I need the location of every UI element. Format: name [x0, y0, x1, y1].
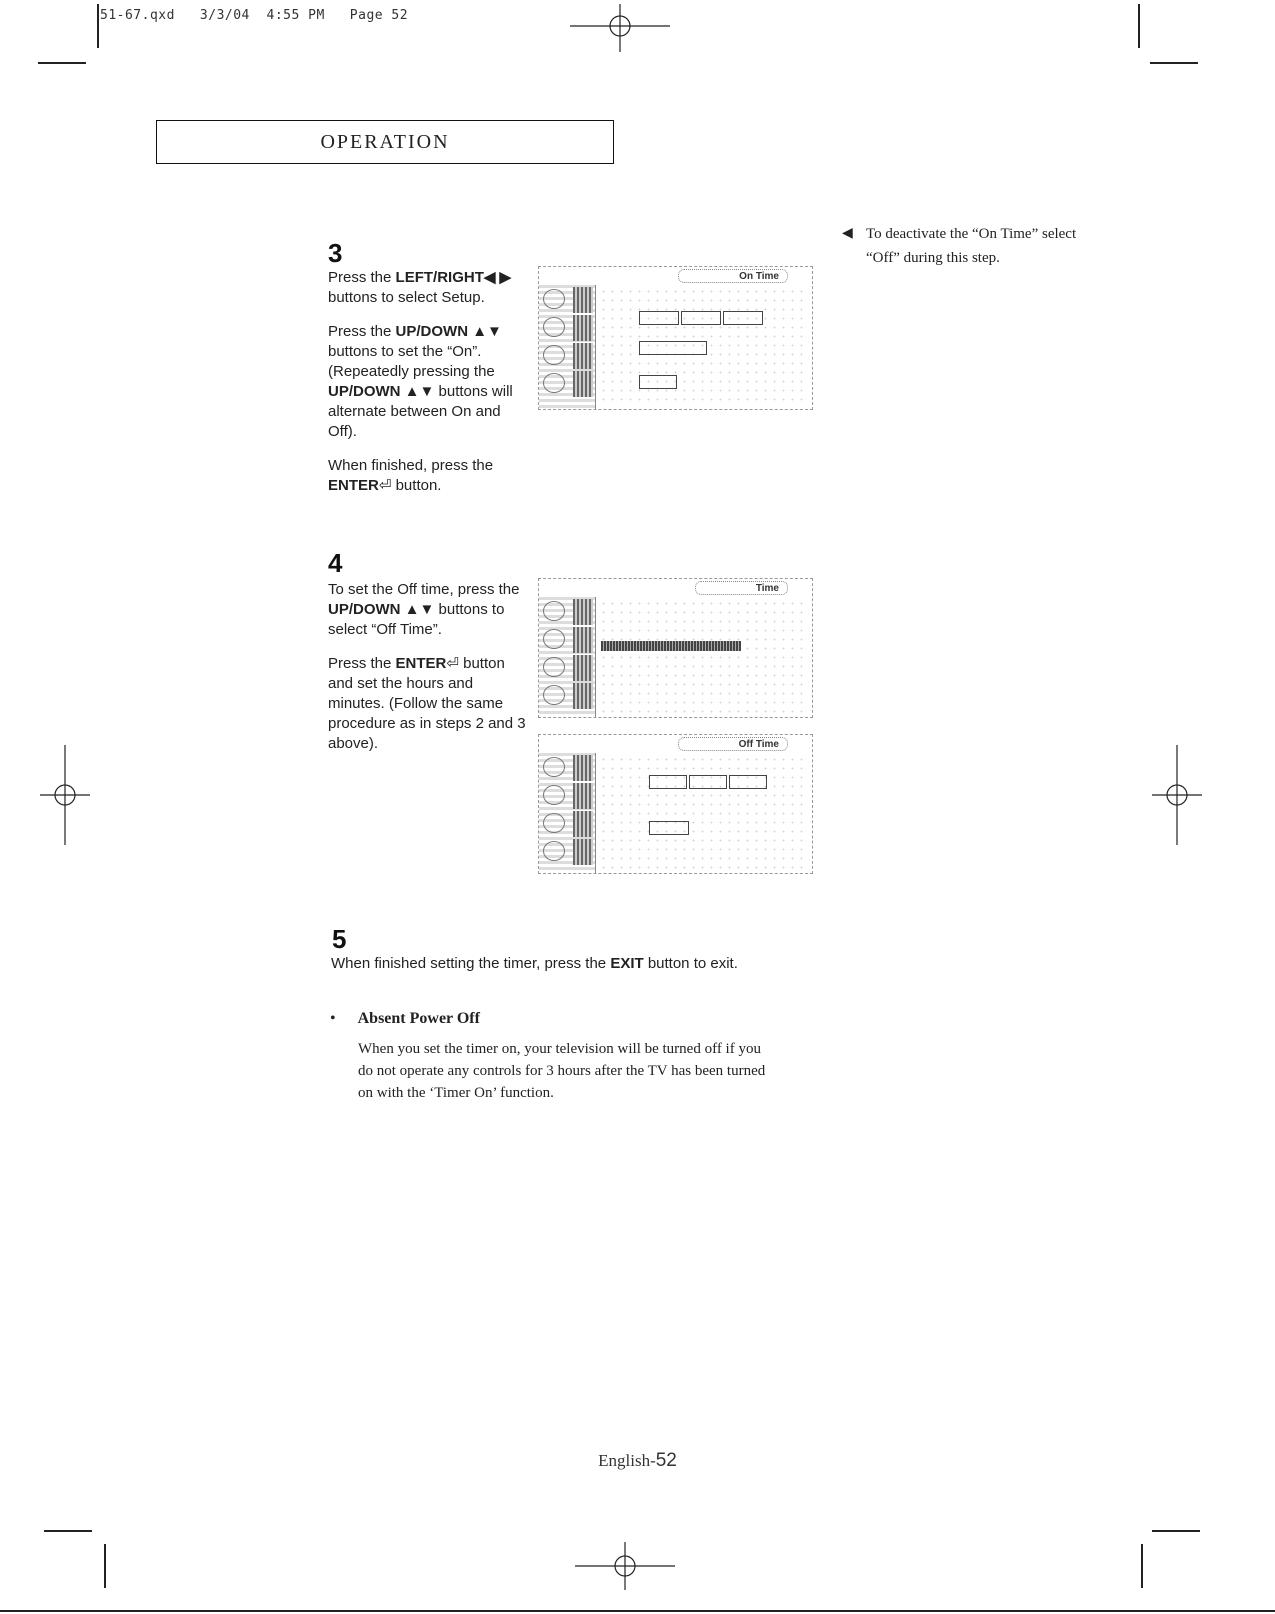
step-4-paragraph-1: To set the Off time, press the UP/DOWN ▲▼ buttons to select “Off Time”.: [328, 581, 520, 638]
absent-power-off-title: Absent Power Off: [357, 1010, 480, 1027]
registration-mark-icon: [1152, 745, 1202, 845]
osd-title: Time: [695, 581, 788, 595]
step-3-paragraph-1: Press the LEFT/RIGHT◀ ▶ buttons to select Setup.: [328, 269, 512, 306]
osd-sidebar: [539, 753, 596, 873]
side-note: [842, 222, 1096, 270]
crop-mark: [1150, 62, 1198, 64]
absent-power-off-body: When you set the timer on, your television will be turned off if you do not operate any controls for 3 hours after the TV has been turned on with the ‘Timer On’ function.: [358, 1041, 766, 1101]
osd-title: Off Time: [678, 737, 788, 751]
step-4-text: [328, 580, 533, 768]
on-time-menu-screenshot: [538, 266, 813, 410]
page-footer: [0, 1450, 1275, 1472]
enter-icon: ⏎: [378, 477, 392, 494]
print-slug: 51-67.qxd 3/3/04 4:55 PM Page 52: [100, 8, 409, 23]
section-title: OPERATION: [320, 131, 450, 153]
crop-mark: [104, 1544, 106, 1588]
step-3-text: [328, 268, 533, 510]
step-5-text: When finished setting the timer, press the EXIT button to exit.: [331, 955, 738, 972]
page-number: 52: [655, 1450, 677, 1471]
off-time-menu-screenshot: [538, 734, 813, 874]
footer-language: English-: [598, 1451, 656, 1470]
crop-mark: [1141, 1544, 1143, 1588]
step-3-paragraph-2: Press the UP/DOWN ▲▼ buttons to set the “On”. (Repeatedly pressing the UP/DOWN ▲▼ buttons will alternate between On and Off).: [328, 323, 513, 440]
osd-sidebar: [539, 285, 596, 409]
step-3-paragraph-3: When finished, press the ENTER⏎ button.: [328, 457, 494, 494]
crop-mark: [38, 62, 86, 64]
bottom-rule: [0, 1610, 1275, 1612]
osd-sidebar: [539, 597, 596, 717]
crop-mark: [1152, 1530, 1200, 1532]
time-menu-screenshot: [538, 578, 813, 718]
registration-mark-icon: [570, 4, 670, 52]
arrow-left-icon: ◀: [842, 226, 853, 241]
osd-title: On Time: [678, 269, 788, 283]
step-5-number: 5: [332, 924, 347, 954]
step-4-paragraph-2: Press the ENTER⏎ button and set the hours and minutes. (Follow the same procedure as in steps 2 and 3 above).: [328, 655, 526, 752]
enter-icon: ⏎: [446, 655, 459, 672]
crop-mark: [44, 1530, 92, 1532]
registration-mark-icon: [575, 1542, 675, 1590]
crop-mark: [97, 4, 99, 48]
step-3-number: 3: [328, 238, 343, 268]
side-note-text: To deactivate the “On Time” select “Off” during this step.: [866, 226, 1077, 266]
absent-power-off-heading: [330, 1010, 480, 1028]
registration-mark-icon: [40, 745, 90, 845]
crop-mark: [1138, 4, 1140, 48]
section-header: [156, 120, 614, 164]
step-4-number: 4: [328, 548, 343, 578]
bullet-icon: •: [330, 1010, 336, 1027]
